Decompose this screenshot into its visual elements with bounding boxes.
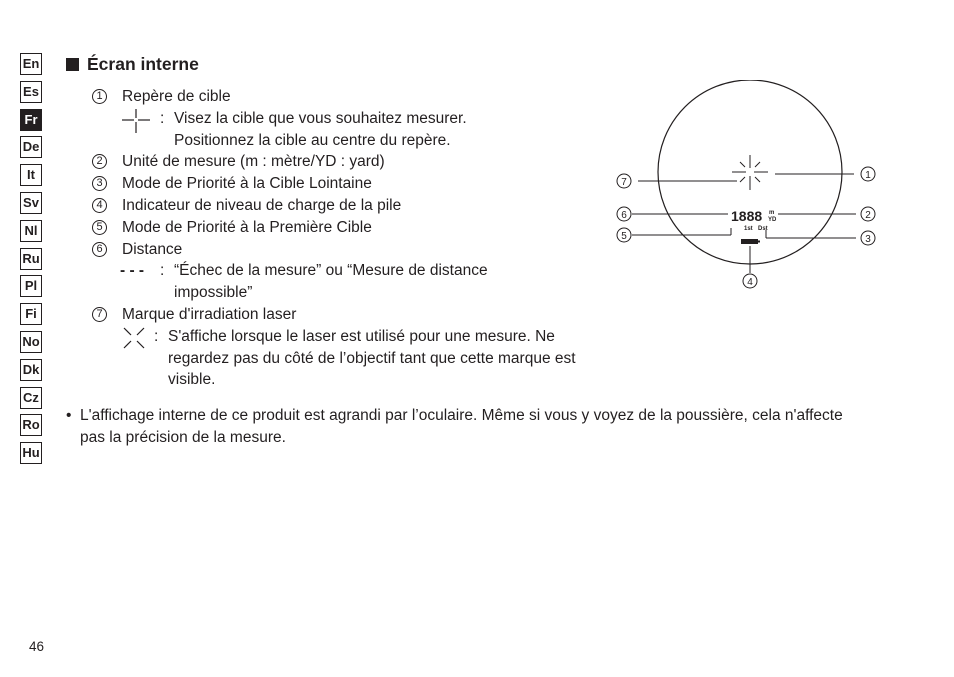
battery-icon bbox=[741, 239, 758, 244]
language-tabs bbox=[20, 53, 44, 470]
note: • L'affichage interne de ce produit est agrandi par l’oculaire. Même si vous y voyez de la poussière, cela n'affecte pas la précision de la mesure. bbox=[66, 407, 843, 446]
language-tab-fi[interactable]: Fi bbox=[20, 303, 42, 325]
item6-detail: - - - : “Échec de la mesure” ou “Mesure de distance impossible” bbox=[120, 262, 488, 302]
list-item-3 bbox=[92, 173, 612, 195]
callout-1: 1 bbox=[865, 170, 871, 181]
language-tab-de[interactable]: De bbox=[20, 136, 42, 158]
callout-4: 4 bbox=[747, 277, 753, 288]
eyepiece-circle bbox=[658, 80, 842, 264]
item-number: 3 bbox=[92, 176, 107, 191]
language-tab-ru[interactable]: Ru bbox=[20, 248, 42, 270]
callout-6: 6 bbox=[621, 210, 627, 221]
item-label: Distance bbox=[122, 240, 183, 258]
section-title: Écran interne bbox=[66, 54, 199, 75]
item-number: 2 bbox=[92, 154, 107, 169]
language-tab-no[interactable]: No bbox=[20, 331, 42, 353]
language-tab-es[interactable]: Es bbox=[20, 81, 42, 103]
language-tab-sv[interactable]: Sv bbox=[20, 192, 42, 214]
item-number: 1 bbox=[92, 89, 107, 104]
target-mark-icon bbox=[120, 108, 160, 130]
item-number: 4 bbox=[92, 198, 107, 213]
language-tab-nl[interactable]: Nl bbox=[20, 220, 42, 242]
laser-mark-icon bbox=[120, 326, 154, 348]
language-tab-ro[interactable]: Ro bbox=[20, 414, 42, 436]
item-number: 7 bbox=[92, 307, 107, 322]
language-tab-pl[interactable]: Pl bbox=[20, 275, 42, 297]
callout-3: 3 bbox=[865, 234, 871, 245]
mode-dst: Dst bbox=[758, 226, 768, 232]
language-tab-dk[interactable]: Dk bbox=[20, 359, 42, 381]
item-label: Indicateur de niveau de charge de la pile bbox=[122, 196, 402, 214]
item7-detail: : S'affiche lorsque le laser est utilisé pour une mesure. Ne regardez pas du côté de l’objectif tant que cette marque est visible. bbox=[120, 326, 612, 391]
list-item-2 bbox=[92, 151, 612, 173]
language-tab-cz[interactable]: Cz bbox=[20, 387, 42, 409]
list-item-6 bbox=[92, 239, 612, 261]
language-tab-it[interactable]: It bbox=[20, 164, 42, 186]
display-diagram bbox=[600, 80, 900, 305]
item-number: 5 bbox=[92, 220, 107, 235]
unit-yd: YD bbox=[768, 217, 777, 223]
item1-detail: : Visez la cible que vous souhaitez mesurer. Positionnez la cible au centre du repère. bbox=[120, 108, 612, 152]
language-tab-fr[interactable]: Fr bbox=[20, 109, 42, 131]
item-label: Repère de cible bbox=[122, 88, 231, 105]
target-mark-icon bbox=[732, 155, 768, 190]
item-list bbox=[92, 86, 612, 391]
section-square-icon bbox=[66, 58, 79, 71]
item-label: Unité de mesure (m : mètre/YD : yard) bbox=[122, 153, 385, 171]
list-item-4 bbox=[92, 195, 612, 217]
callout-2: 2 bbox=[865, 210, 871, 221]
dash-symbol: - - - bbox=[120, 262, 145, 280]
item-label: Marque d'irradiation laser bbox=[122, 305, 297, 323]
language-tab-en[interactable]: En bbox=[20, 53, 42, 75]
list-item-5 bbox=[92, 217, 612, 239]
distance-readout: 1888 bbox=[731, 208, 763, 224]
mode-1st: 1st bbox=[744, 226, 753, 232]
list-item-7 bbox=[92, 304, 612, 326]
unit-m: m bbox=[769, 210, 775, 216]
item-label: Mode de Priorité à la Cible Lointaine bbox=[122, 175, 372, 193]
page-number: 46 bbox=[29, 639, 45, 654]
item-number: 6 bbox=[92, 242, 107, 257]
callout-5: 5 bbox=[621, 231, 627, 242]
language-tab-hu[interactable]: Hu bbox=[20, 442, 42, 464]
list-item-1 bbox=[92, 86, 612, 108]
item-label: Mode de Priorité à la Première Cible bbox=[122, 218, 372, 236]
callout-7: 7 bbox=[621, 177, 627, 188]
